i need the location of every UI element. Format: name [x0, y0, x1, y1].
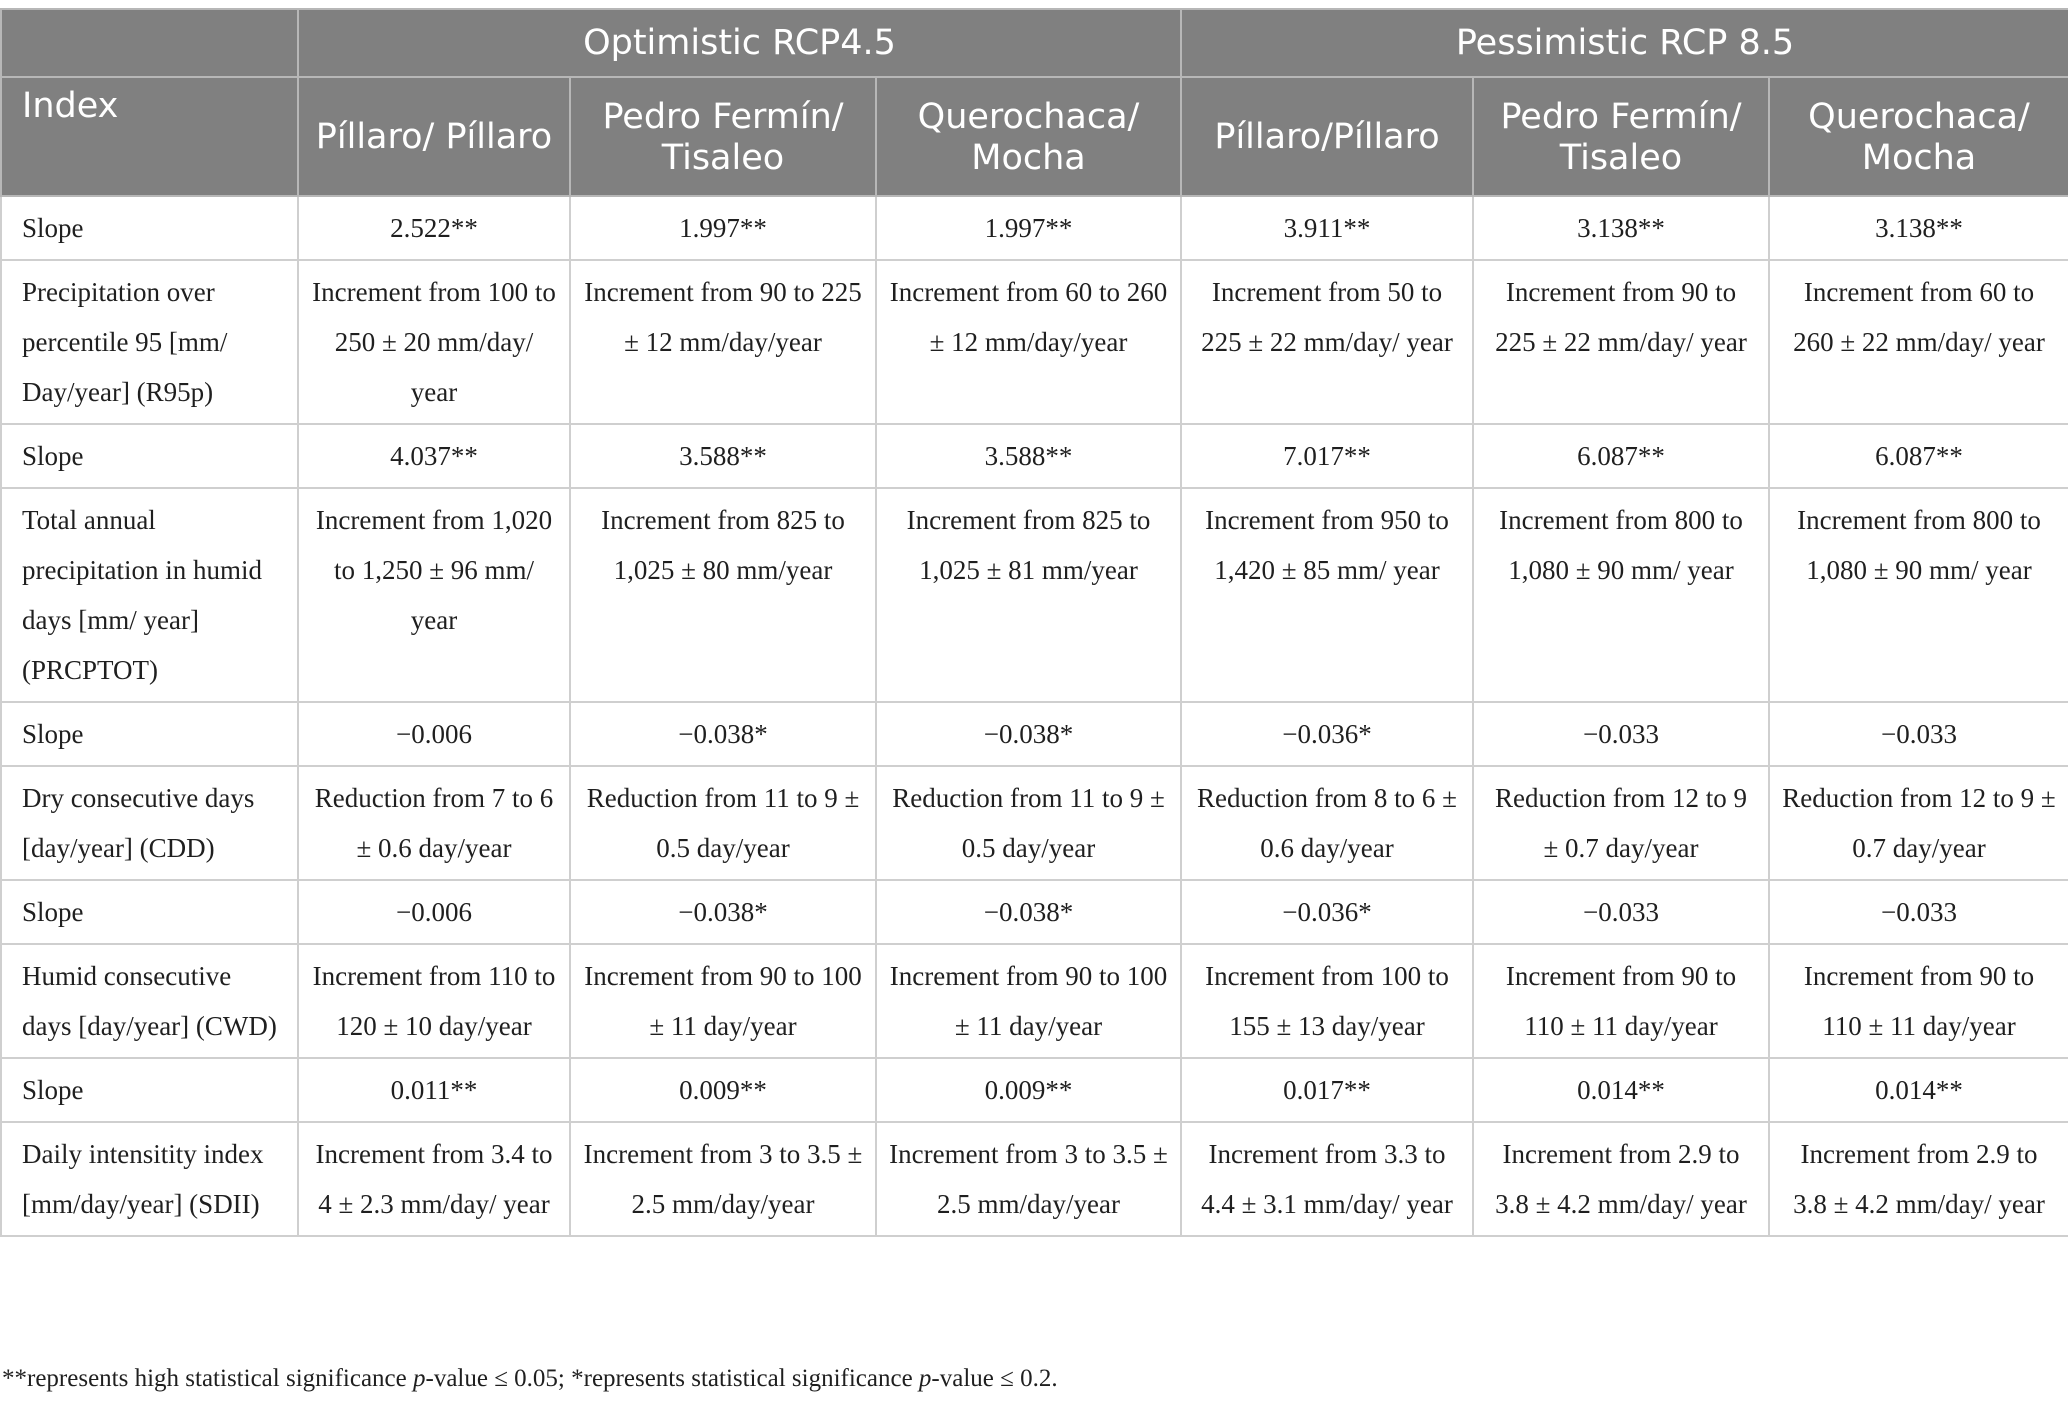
table-header — [1, 9, 2068, 196]
value-cell: 1.997** — [570, 196, 876, 260]
footnote-text-3: -value ≤ 0.2. — [931, 1365, 1058, 1392]
column-header-pes-pillaro: Píllaro/Píllaro — [1181, 77, 1473, 196]
row-label-cell: Daily intensitity index [mm/day/year] (SDII) — [1, 1122, 298, 1236]
value-cell: 3.588** — [876, 424, 1181, 488]
value-cell: Reduction from 12 to 9 ± 0.7 day/year — [1473, 766, 1769, 880]
value-cell: Increment from 3.3 to 4.4 ± 3.1 mm/day/ year — [1181, 1122, 1473, 1236]
value-cell: Increment from 3.4 to 4 ± 2.3 mm/day/ year — [298, 1122, 570, 1236]
value-cell: 0.009** — [570, 1058, 876, 1122]
table-body — [1, 196, 2068, 1236]
table-row-slope — [1, 702, 2068, 766]
value-cell: −0.033 — [1473, 702, 1769, 766]
value-cell: Increment from 825 to 1,025 ± 80 mm/year — [570, 488, 876, 702]
value-cell: 0.014** — [1769, 1058, 2068, 1122]
group-header-optimistic: Optimistic RCP4.5 — [298, 9, 1181, 77]
group-header-pessimistic: Pessimistic RCP 8.5 — [1181, 9, 2068, 77]
group-header-row — [1, 9, 2068, 77]
table-row-index — [1, 488, 2068, 702]
value-cell: 3.138** — [1769, 196, 2068, 260]
table-row-index — [1, 260, 2068, 424]
value-cell: −0.033 — [1473, 880, 1769, 944]
value-cell: −0.036* — [1181, 880, 1473, 944]
footnote-text-1: **represents high statistical significance — [2, 1365, 413, 1392]
footnote-text-2: -value ≤ 0.05; *represents statistical significance — [425, 1365, 919, 1392]
table-row-slope — [1, 1058, 2068, 1122]
value-cell: Reduction from 11 to 9 ± 0.5 day/year — [570, 766, 876, 880]
value-cell: Increment from 90 to 100 ± 11 day/year — [876, 944, 1181, 1058]
column-header-row — [1, 77, 2068, 196]
data-table-container — [0, 8, 2068, 1237]
table-row-slope — [1, 880, 2068, 944]
value-cell: 3.911** — [1181, 196, 1473, 260]
value-cell: Increment from 825 to 1,025 ± 81 mm/year — [876, 488, 1181, 702]
table-row-index — [1, 1122, 2068, 1236]
row-label-cell: Total annual precipitation in humid days [mm/ year] (PRCPTOT) — [1, 488, 298, 702]
value-cell: Increment from 60 to 260 ± 12 mm/day/year — [876, 260, 1181, 424]
column-header-opt-pillaro: Píllaro/ Píllaro — [298, 77, 570, 196]
value-cell: −0.033 — [1769, 702, 2068, 766]
value-cell: Increment from 800 to 1,080 ± 90 mm/ year — [1473, 488, 1769, 702]
value-cell: Increment from 950 to 1,420 ± 85 mm/ year — [1181, 488, 1473, 702]
value-cell: 0.011** — [298, 1058, 570, 1122]
column-header-pes-querochaca: Querochaca/ Mocha — [1769, 77, 2068, 196]
row-label-cell: Precipitation over percentile 95 [mm/ Day/year] (R95p) — [1, 260, 298, 424]
value-cell: 3.588** — [570, 424, 876, 488]
value-cell: Increment from 90 to 225 ± 22 mm/day/ year — [1473, 260, 1769, 424]
value-cell: −0.038* — [570, 702, 876, 766]
footnote-italic-p-2: p — [918, 1365, 932, 1392]
column-header-pes-pedro-fermin: Pedro Fermín/ Tisaleo — [1473, 77, 1769, 196]
value-cell: Reduction from 7 to 6 ± 0.6 day/year — [298, 766, 570, 880]
value-cell: −0.038* — [876, 880, 1181, 944]
value-cell: 0.014** — [1473, 1058, 1769, 1122]
row-label-cell: Slope — [1, 1058, 298, 1122]
value-cell: Increment from 100 to 250 ± 20 mm/day/ year — [298, 260, 570, 424]
column-header-opt-querochaca: Querochaca/ Mocha — [876, 77, 1181, 196]
value-cell: 0.017** — [1181, 1058, 1473, 1122]
value-cell: Increment from 90 to 225 ± 12 mm/day/year — [570, 260, 876, 424]
table-footnote — [2, 1365, 1058, 1393]
value-cell: 4.037** — [298, 424, 570, 488]
row-label-cell: Slope — [1, 880, 298, 944]
value-cell: Increment from 3 to 3.5 ± 2.5 mm/day/year — [876, 1122, 1181, 1236]
value-cell: Increment from 2.9 to 3.8 ± 4.2 mm/day/ year — [1769, 1122, 2068, 1236]
value-cell: 0.009** — [876, 1058, 1181, 1122]
value-cell: Reduction from 8 to 6 ± 0.6 day/year — [1181, 766, 1473, 880]
row-label-cell: Slope — [1, 196, 298, 260]
value-cell: Reduction from 12 to 9 ± 0.7 day/year — [1769, 766, 2068, 880]
group-header-blank — [1, 9, 298, 77]
value-cell: 7.017** — [1181, 424, 1473, 488]
value-cell: Increment from 110 to 120 ± 10 day/year — [298, 944, 570, 1058]
row-label-cell: Humid consecutive days [day/year] (CWD) — [1, 944, 298, 1058]
table-row-slope — [1, 424, 2068, 488]
value-cell: Increment from 3 to 3.5 ± 2.5 mm/day/year — [570, 1122, 876, 1236]
row-label-cell: Slope — [1, 424, 298, 488]
table-row-index — [1, 766, 2068, 880]
value-cell: 6.087** — [1769, 424, 2068, 488]
row-label-cell: Slope — [1, 702, 298, 766]
value-cell: −0.038* — [876, 702, 1181, 766]
value-cell: Increment from 90 to 100 ± 11 day/year — [570, 944, 876, 1058]
value-cell: 6.087** — [1473, 424, 1769, 488]
footnote-italic-p-1: p — [413, 1365, 426, 1392]
value-cell: 1.997** — [876, 196, 1181, 260]
column-header-opt-pedro-fermin: Pedro Fermín/ Tisaleo — [570, 77, 876, 196]
value-cell: −0.006 — [298, 702, 570, 766]
value-cell: 2.522** — [298, 196, 570, 260]
column-header-index: Index — [1, 77, 298, 196]
value-cell: Increment from 100 to 155 ± 13 day/year — [1181, 944, 1473, 1058]
value-cell: 3.138** — [1473, 196, 1769, 260]
value-cell: Increment from 2.9 to 3.8 ± 4.2 mm/day/ year — [1473, 1122, 1769, 1236]
value-cell: Increment from 60 to 260 ± 22 mm/day/ year — [1769, 260, 2068, 424]
value-cell: Reduction from 11 to 9 ± 0.5 day/year — [876, 766, 1181, 880]
value-cell: −0.038* — [570, 880, 876, 944]
value-cell: Increment from 1,020 to 1,250 ± 96 mm/ year — [298, 488, 570, 702]
value-cell: Increment from 90 to 110 ± 11 day/year — [1769, 944, 2068, 1058]
table-row-slope — [1, 196, 2068, 260]
value-cell: −0.033 — [1769, 880, 2068, 944]
row-label-cell: Dry consecutive days [day/year] (CDD) — [1, 766, 298, 880]
value-cell: −0.036* — [1181, 702, 1473, 766]
value-cell: −0.006 — [298, 880, 570, 944]
climate-index-table — [0, 8, 2068, 1237]
value-cell: Increment from 90 to 110 ± 11 day/year — [1473, 944, 1769, 1058]
value-cell: Increment from 50 to 225 ± 22 mm/day/ year — [1181, 260, 1473, 424]
value-cell: Increment from 800 to 1,080 ± 90 mm/ year — [1769, 488, 2068, 702]
table-row-index — [1, 944, 2068, 1058]
